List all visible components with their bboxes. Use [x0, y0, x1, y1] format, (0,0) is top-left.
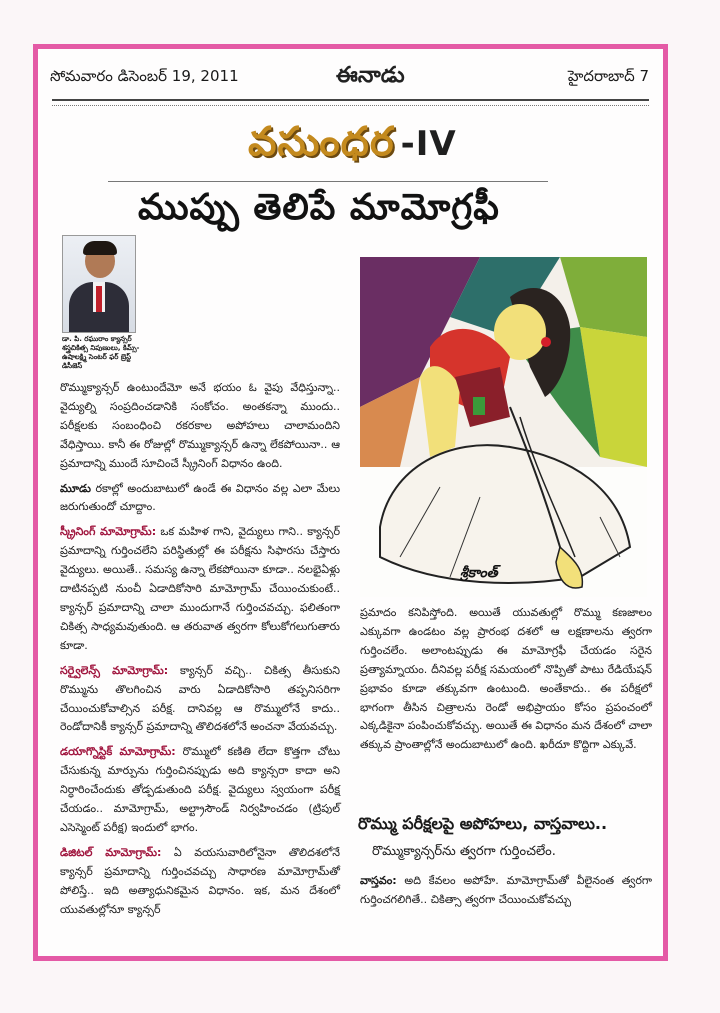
page-frame — [33, 44, 668, 961]
illustration — [360, 257, 647, 597]
article-paragraph — [60, 743, 340, 838]
paragraph-text: రొమ్ముక్యాన్సర్ ఉంటుందేమో అనే భయం ఓ వైపు వేధిస్తున్నా.. వైద్యుల్ని సంప్రదించడానికి సంకోచం. అంతకన్నా ముందు.. పరీక్షలకు సంబంధించి రకరకాల అపోహలు చాలామందిని వేధిస్తాయి. కానీ ఈ రోజుల్లో రొమ్ముక్యాన్సర్ ఉన్నా లేకపోయినా.. ఆ ప్రమాదాన్ని ముందే సూచించే స్క్రీనింగ్ విధానం ఉంది. — [60, 381, 340, 470]
article-paragraph — [60, 379, 340, 474]
masthead-dotted-rule — [52, 105, 649, 106]
masthead — [48, 63, 653, 93]
article-paragraph — [60, 662, 340, 738]
illustration-drawing — [360, 257, 647, 597]
paragraph-text: ఒక మహిళ గాని, వైద్యులు గాని.. క్యాన్సర్ ప్రమాదాన్ని గుర్తించలేని పరిస్థితుల్లో ఈ పరీక్షను సిఫారసు చేస్తారు వైద్యులు. అయితే.. సమస్య ఉన్నా లేకపోయినా కూడా.. నలభైఏళ్లు దాటినప్పటి నుంచీ ఏడాదికోసారి మామోగ్రామ్ చేయించుకుంటే.. క్యాన్సర్ ప్రమాదాన్ని చాలా ముందుగానే గుర్తించవచ్చు. ఫలితంగా చికిత్స సాధ్యమవుతుంది. ఆ తరువాత త్వరగా కోలుకోగలుగుతారు కూడా. — [60, 525, 341, 652]
city-page: హైదరాబాద్ 7 — [567, 67, 649, 85]
headline: ముప్పు తెలిపే మామోగ్రఫీ — [138, 187, 500, 228]
paragraph-lead: మూడు — [60, 481, 91, 495]
myths-heading: రొమ్ము పరీక్షలపై అపోహలు, వాస్తవాలు.. — [358, 814, 608, 833]
photo-tie — [96, 286, 102, 312]
paragraph-text: రకాల్లో అందుబాటులో ఉండే ఈ విధానం వల్ల ఎలా మేలు జరుగుతుందో చూద్దాం. — [60, 481, 340, 514]
left-column — [60, 379, 340, 925]
newspaper-name: ఈనాడు — [336, 63, 405, 88]
author-photo — [62, 235, 136, 333]
photo-caption: డా. పి. రఘురాం క్యాన్సర్ శస్త్రచికిత్స నిపుణులు, కిమ్స్-ఉషాలక్ష్మి సెంటర్ ఫర్ బ్రెస్ట్ డిసీజెస్ — [62, 335, 140, 370]
paragraph-lead: సర్వైలెన్స్ మామోగ్రామ్: — [60, 663, 169, 677]
myth-item: రొమ్ముక్యాన్సర్‌ను త్వరగా గుర్తించలేం. — [372, 844, 556, 859]
paragraph-text: క్యాన్సర్ వచ్చి.. చికిత్స తీసుకుని రొమ్మును తొలగించిన వారు ఏడాదికోసారి తప్పనిసరిగా చేయించుకోవాల్సిన పరీక్ష. దానివల్ల ఆ రొమ్ములోనే కాదు.. రెండోదానికీ క్యాన్సర్ ప్రమాదాన్ని తొలిదశలోనే అంచనా వేయవచ్చు. — [60, 663, 341, 734]
paragraph-text: రొమ్ములో కణితి లేదా కొత్తగా చోటు చేసుకున్న మార్పును గుర్తించినప్పుడు అది క్యాన్సరా కాదా అని నిర్ధారించేందుకు తోడ్పడుతుంది పరీక్ష. వైద్యులు స్వయంగా పరీక్ష చేయడం.. మామోగ్రామ్, అల్ట్రాసౌండ్ నిర్వహించడం (ట్రిపుల్ ఎసెస్మెంట్ పరీక్ష) ఇందులో భాగం. — [60, 745, 340, 834]
section-name: వసుంధర — [248, 119, 395, 165]
paragraph-lead: డయాగ్నొస్టిక్ మామోగ్రామ్: — [60, 745, 176, 759]
fact-text: అది కేవలం అపోహే. మామోగ్రామ్‌తో వీలైనంత త్వరగా గుర్తించగలిగితే.. చికిత్సా త్వరగా చేయించుకోవచ్చు — [360, 874, 652, 906]
issue-date: సోమవారం డిసెంబర్ 19, 2011 — [50, 67, 239, 85]
right-column-paragraph: ప్రమాదం కనిపిస్తోంది. అయితే యువతుల్లో రొమ్ము కణజాలం ఎక్కువగా ఉండటం వల్ల ప్రారంభ దశలో ఆ లక్షణాలను త్వరగా గుర్తించలేం. అలాంటప్పుడు ఈ మామోగ్రఫీ చేయడం సరైన ప్రత్యామ్నాయం. దీనివల్ల పరీక్ష సమయంలో నొప్పితో పాటు రేడియేషన్ ప్రభావం కూడా తక్కువగా ఉంటుంది. అంతేకాదు.. ఈ పరీక్షలో భాగంగా తీసిన చిత్రాలను రెండో అభిప్రాయం కోసం ప్రపంచంలో ఎక్కడికైనా పంపించుకోవచ్చు. అయితే ఈ విధానం మన దేశంలో చాలా తక్కువ ప్రాంతాల్లోనే అందుబాటులో ఉంది. ఖరీదూ కొద్దిగా ఎక్కువే. — [360, 606, 652, 752]
article-paragraph — [60, 523, 340, 655]
section-number: -IV — [400, 124, 457, 164]
headline-rule — [108, 181, 548, 182]
right-column — [360, 604, 652, 761]
fact-lead: వాస్తవం: — [360, 874, 397, 887]
section-title — [248, 119, 457, 175]
fact-paragraph — [360, 871, 652, 909]
photo-hair — [83, 241, 117, 255]
paragraph-lead: స్క్రీనింగ్ మామోగ్రామ్: — [60, 525, 157, 539]
article-paragraph — [60, 844, 340, 920]
artist-signature: శ్రీకాంత్ — [460, 565, 498, 581]
article-paragraph — [60, 480, 340, 518]
paragraph-lead: డిజిటల్ మామోగ్రామ్: — [60, 845, 162, 859]
masthead-rule — [52, 99, 649, 101]
paragraph-text: ఏ వయసువారిలోనైనా తొలిదశలోనే క్యాన్సర్ ప్రమాదాన్ని గుర్తించవచ్చు సాధారణ మామోగ్రామ్‌తో పోలిస్తే.. ఇది అత్యాధునికమైన విధానం. ఇక, మన దేశంలో యువతుల్లోనూ క్యాన్సర్ — [60, 845, 340, 916]
